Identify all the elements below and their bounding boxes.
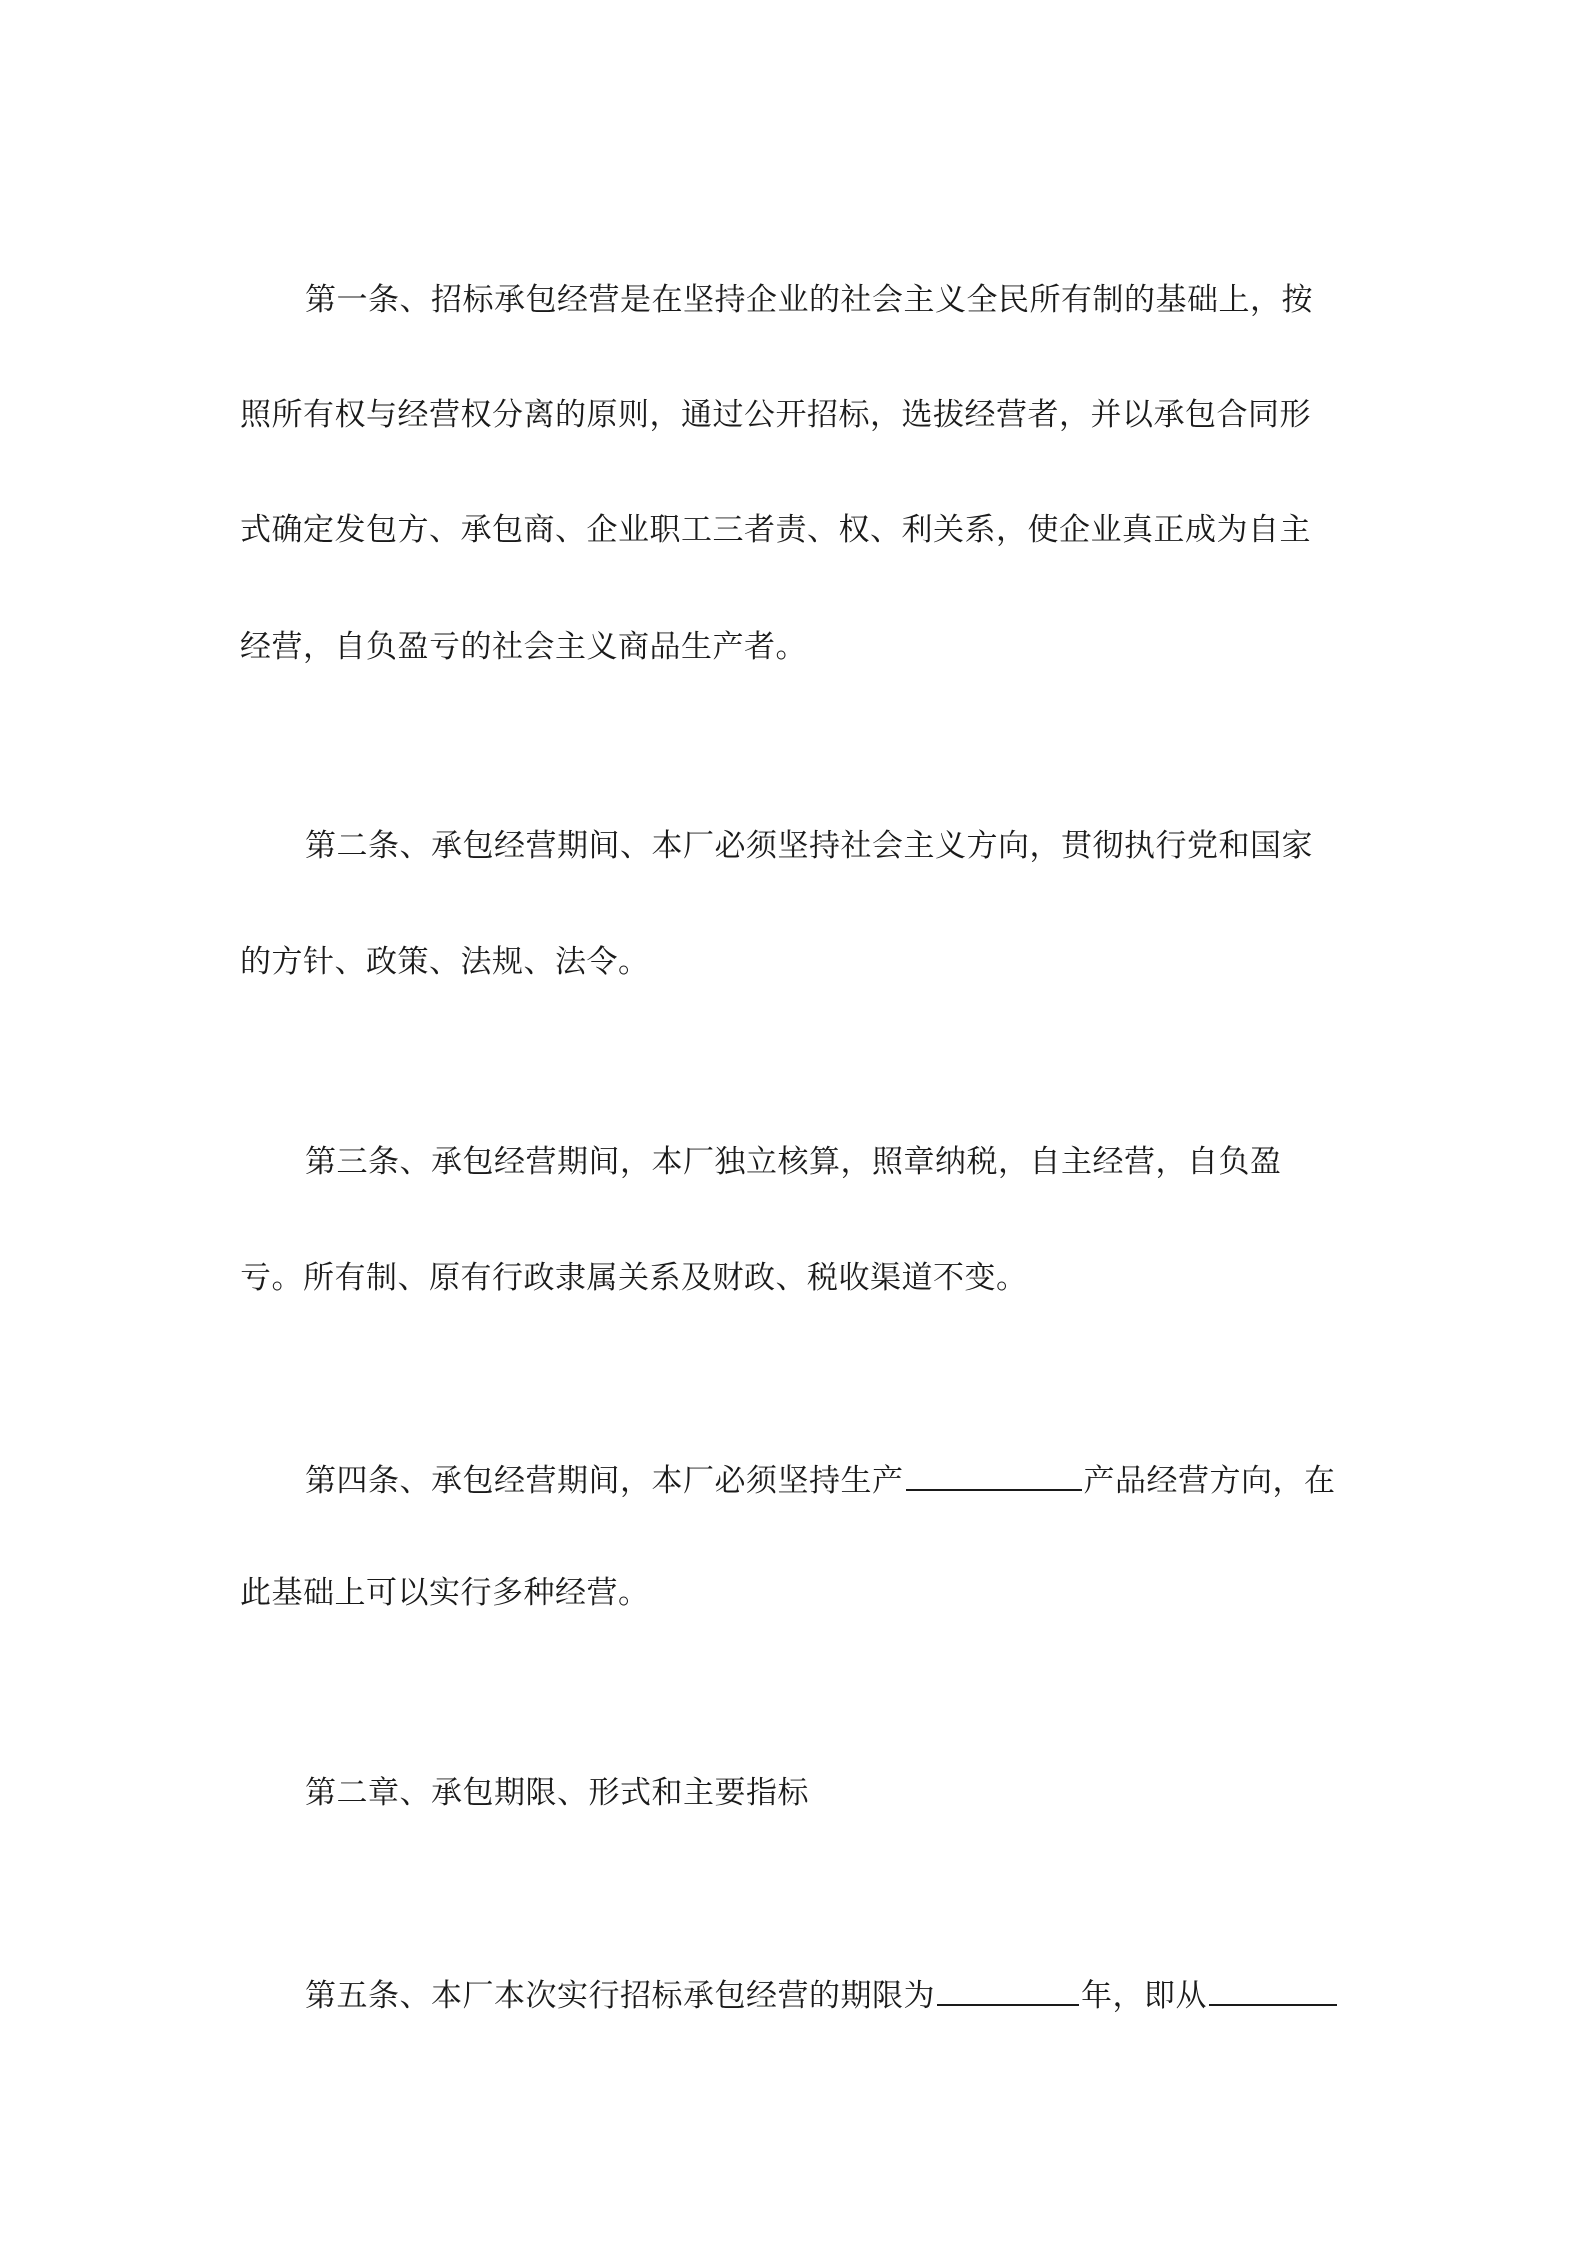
years-blank[interactable] xyxy=(937,1972,1079,2006)
article-2-line-1: 第二条、承包经营期间、本厂必须坚持社会主义方向，贯彻执行党和国家 xyxy=(305,828,1313,864)
product-blank[interactable] xyxy=(906,1457,1082,1491)
chapter-2-heading: 第二章、承包期限、形式和主要指标 xyxy=(305,1775,809,1811)
article-2-line-2: 的方针、政策、法规、法令。 xyxy=(240,944,650,980)
article-1-line-2: 照所有权与经营权分离的原则，通过公开招标，选拔经营者，并以承包合同形 xyxy=(240,397,1311,433)
article-5-line-1 xyxy=(305,1972,1339,2012)
start-date-blank[interactable] xyxy=(1209,1972,1337,2006)
article-5-text-after-years: 年，即从 xyxy=(1081,1978,1207,2014)
article-5-text-before-years: 第五条、本厂本次实行招标承包经营的期限为 xyxy=(305,1978,935,2014)
article-4-text-after-blank: 产品经营方向，在 xyxy=(1083,1463,1336,1499)
article-1-line-1: 第一条、招标承包经营是在坚持企业的社会主义全民所有制的基础上，按 xyxy=(305,282,1313,318)
article-4-line-1 xyxy=(305,1457,1336,1497)
article-4-line-2: 此基础上可以实行多种经营。 xyxy=(240,1575,650,1611)
article-3-line-1: 第三条、承包经营期间，本厂独立核算，照章纳税，自主经营，自负盈 xyxy=(305,1144,1282,1180)
article-4-text-before-blank: 第四条、承包经营期间，本厂必须坚持生产 xyxy=(305,1463,904,1499)
article-3-line-2: 亏。所有制、原有行政隶属关系及财政、税收渠道不变。 xyxy=(240,1260,1028,1296)
article-1-line-3: 式确定发包方、承包商、企业职工三者责、权、利关系，使企业真正成为自主 xyxy=(240,512,1311,548)
article-1-line-4: 经营，自负盈亏的社会主义商品生产者。 xyxy=(240,629,807,665)
